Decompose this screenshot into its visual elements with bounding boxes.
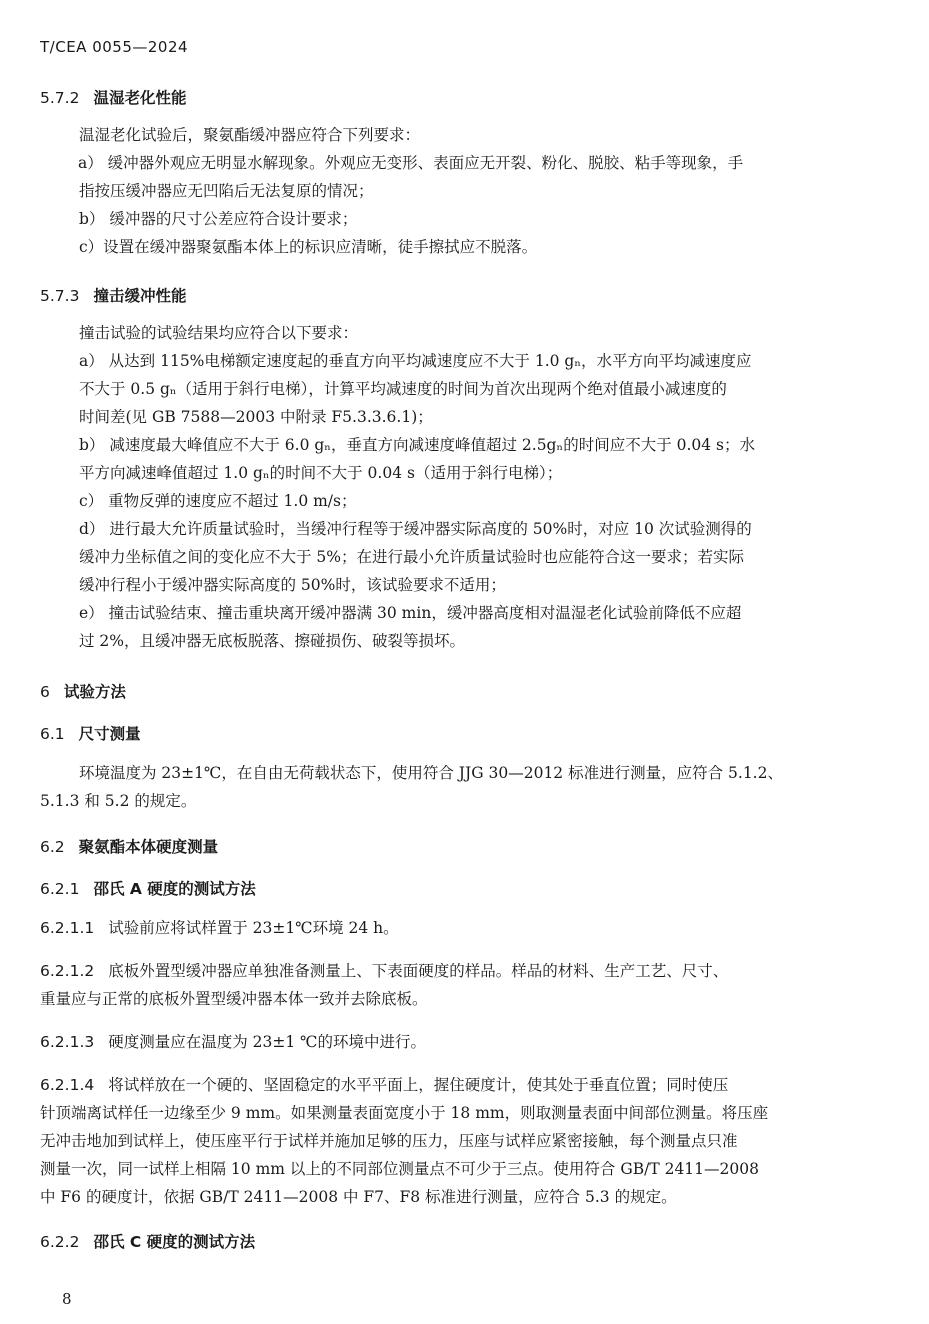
text-line: 温湿老化试验后，聚氨酯缓冲器应符合下列要求： bbox=[79, 126, 421, 144]
text-line: 过 2%，且缓冲器无底板脱落、擦碰损伤、破裂等损坏。 bbox=[79, 632, 466, 650]
text-line: 针顶端离试样任一边缘至少 9 mm。如果测量表面宽度小于 18 mm，则取测量表面中间部位测量。将压座 bbox=[40, 1104, 769, 1122]
text-line: 时间差(见 GB 7588—2003 中附录 F5.3.3.6.1)； bbox=[79, 408, 433, 426]
text-line: c）设置在缓冲器聚氨酯本体上的标识应清晰，徒手擦拭应不脱落。 bbox=[79, 238, 538, 256]
clause-number: 6.2.1.1 bbox=[40, 919, 95, 937]
section-number: 6.2 bbox=[40, 838, 65, 856]
text-line: 底板外置型缓冲器应单独准备测量上、下表面硬度的样品。样品的材料、生产工艺、尺寸、 bbox=[108, 962, 729, 980]
document-id-header: T/CEA 0055—2024 bbox=[40, 38, 189, 56]
section-title: 聚氨酯本体硬度测量 bbox=[78, 838, 219, 856]
text-line: 硬度测量应在温度为 23±1 ℃的环境中进行。 bbox=[108, 1033, 427, 1051]
text-line: 试验前应将试样置于 23±1℃环境 24 h。 bbox=[108, 919, 399, 937]
section-heading-6-1 bbox=[40, 722, 141, 744]
section-body-5-7-2 bbox=[79, 121, 891, 261]
section-title: 尺寸测量 bbox=[78, 725, 141, 743]
clause-6-2-1-2 bbox=[40, 957, 891, 1013]
text-line: d） 进行最大允许质量试验时，当缓冲行程等于缓冲器实际高度的 50%时，对应 10 次试验测得的 bbox=[79, 520, 752, 538]
section-number: 6 bbox=[40, 683, 50, 701]
text-line: 测量一次，同一试样上相隔 10 mm 以上的不同部位测量点不可少于三点。使用符合 GB/T 2411—2008 bbox=[40, 1160, 759, 1178]
text-line: 环境温度为 23±1℃，在自由无荷载状态下，使用符合 JJG 30—2012 标准进行测量，应符合 5.1.2、 bbox=[79, 764, 783, 782]
text-line: a） 从达到 115%电梯额定速度起的垂直方向平均减速度应不大于 1.0 gₙ，水平方向平均减速度应 bbox=[79, 352, 752, 370]
text-line: b） 缓冲器的尺寸公差应符合设计要求； bbox=[79, 210, 358, 228]
text-line: 平方向减速峰值超过 1.0 gₙ的时间不大于 0.04 s（适用于斜行电梯）； bbox=[79, 464, 563, 482]
section-body-5-7-3 bbox=[79, 319, 891, 655]
section-number: 6.2.1 bbox=[40, 880, 80, 898]
section-number: 6.2.2 bbox=[40, 1233, 80, 1251]
clause-number: 6.2.1.4 bbox=[40, 1076, 95, 1094]
text-line: 重量应与正常的底板外置型缓冲器本体一致并去除底板。 bbox=[40, 990, 428, 1008]
section-heading-6-2-1 bbox=[40, 877, 256, 899]
section-title: 试验方法 bbox=[63, 683, 126, 701]
clause-number: 6.2.1.3 bbox=[40, 1033, 95, 1051]
text-line: 无冲击地加到试样上，使压座平行于试样并施加足够的压力，压座与试样应紧密接触，每个测量点只准 bbox=[40, 1132, 738, 1150]
section-title: 温湿老化性能 bbox=[93, 89, 187, 107]
section-number: 6.1 bbox=[40, 725, 65, 743]
text-line: e） 撞击试验结束、撞击重块离开缓冲器满 30 min，缓冲器高度相对温湿老化试验前降低不应超 bbox=[79, 604, 742, 622]
section-number: 5.7.3 bbox=[40, 287, 80, 305]
text-line: 缓冲行程小于缓冲器实际高度的 50%时，该试验要求不适用； bbox=[79, 576, 506, 594]
text-line: 指按压缓冲器应无凹陷后无法复原的情况； bbox=[79, 182, 374, 200]
section-heading-6-2-2 bbox=[40, 1230, 255, 1252]
section-number: 5.7.2 bbox=[40, 89, 80, 107]
section-title: 撞击缓冲性能 bbox=[93, 287, 187, 305]
section-body-6-1 bbox=[40, 759, 891, 815]
section-title: 邵氏 C 硬度的测试方法 bbox=[93, 1233, 256, 1251]
text-line: 将试样放在一个硬的、坚固稳定的水平平面上，握住硬度计，使其处于垂直位置；同时使压 bbox=[108, 1076, 729, 1094]
section-title: 邵氏 A 硬度的测试方法 bbox=[93, 880, 256, 898]
section-heading-6 bbox=[40, 680, 126, 702]
text-line: c） 重物反弹的速度应不超过 1.0 m/s； bbox=[79, 492, 357, 510]
clause-number: 6.2.1.2 bbox=[40, 962, 95, 980]
text-line: 缓冲力坐标值之间的变化应不大于 5%；在进行最小允许质量试验时也应能符合这一要求；若实际 bbox=[79, 548, 745, 566]
clause-6-2-1-1 bbox=[40, 914, 891, 942]
section-heading-6-2 bbox=[40, 835, 218, 857]
text-line: a） 缓冲器外观应无明显水解现象。外观应无变形、表面应无开裂、粉化、脱胶、粘手等现象，手 bbox=[78, 154, 744, 172]
section-heading-5-7-3 bbox=[40, 284, 186, 306]
text-line: 中 F6 的硬度计，依据 GB/T 2411—2008 中 F7、F8 标准进行测量，应符合 5.3 的规定。 bbox=[40, 1188, 677, 1206]
page-number: 8 bbox=[62, 1290, 72, 1308]
clause-6-2-1-4 bbox=[40, 1071, 891, 1211]
text-line: b） 减速度最大峰值应不大于 6.0 gₙ，垂直方向减速度峰值超过 2.5gₙ的时间应不大于 0.04 s；水 bbox=[79, 436, 756, 454]
text-line: 5.1.3 和 5.2 的规定。 bbox=[40, 792, 197, 810]
clause-6-2-1-3 bbox=[40, 1028, 891, 1056]
text-line: 不大于 0.5 gₙ（适用于斜行电梯），计算平均减速度的时间为首次出现两个绝对值最小减速度的 bbox=[79, 380, 727, 398]
text-line: 撞击试验的试验结果均应符合以下要求： bbox=[79, 324, 359, 342]
section-heading-5-7-2 bbox=[40, 86, 186, 108]
